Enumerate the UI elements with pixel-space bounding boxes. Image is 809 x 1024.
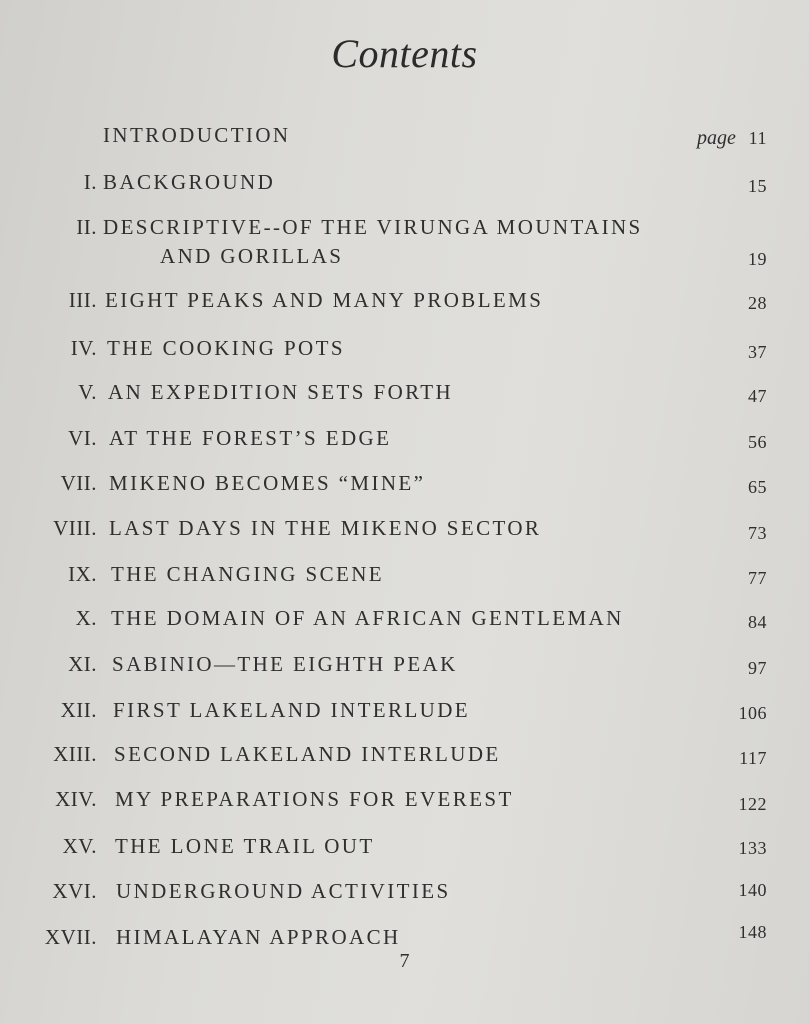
chapter-title: AT THE FOREST’S EDGE	[109, 426, 392, 450]
chapter-number: XVII.	[44, 925, 97, 949]
chapter-title: SECOND LAKELAND INTERLUDE	[114, 742, 501, 766]
toc-entry	[0, 516, 809, 556]
chapter-title: INTRODUCTION	[103, 123, 291, 147]
toc-entry-introduction	[0, 123, 809, 163]
page-number: 56	[748, 432, 767, 452]
page-folio-number: 7	[399, 950, 410, 972]
chapter-number: XI.	[68, 652, 97, 676]
page-number: 11	[748, 128, 767, 148]
chapter-title: BACKGROUND	[103, 170, 276, 194]
chapter-number: XIII.	[53, 742, 97, 766]
chapter-number: XII.	[60, 698, 97, 722]
chapter-number: XIV.	[55, 787, 97, 811]
chapter-title: THE LONE TRAIL OUT	[115, 834, 375, 858]
chapter-number: IX.	[68, 562, 97, 586]
toc-entry	[0, 336, 809, 376]
toc-entry	[0, 742, 809, 782]
chapter-number: I.	[83, 170, 97, 194]
page-number: 133	[738, 838, 767, 858]
chapter-title: MY PREPARATIONS FOR EVEREST	[115, 787, 514, 811]
chapter-title: LAST DAYS IN THE MIKENO SECTOR	[109, 516, 542, 540]
chapter-number: VIII.	[53, 516, 97, 540]
toc-entry	[0, 879, 809, 919]
toc-entry	[0, 652, 809, 692]
chapter-title: AN EXPEDITION SETS FORTH	[108, 380, 454, 404]
chapter-number: IV.	[70, 336, 97, 360]
toc-entry	[0, 471, 809, 511]
chapter-title: HIMALAYAN APPROACH	[116, 925, 401, 949]
page-number: 117	[739, 748, 767, 768]
page-number: 140	[738, 880, 767, 900]
page-number: 15	[748, 176, 767, 196]
chapter-title: MIKENO BECOMES “MINE”	[109, 471, 426, 495]
chapter-number: XV.	[62, 834, 97, 858]
toc-entry	[0, 170, 809, 210]
chapter-title: DESCRIPTIVE--OF THE VIRUNGA MOUNTAINS	[103, 215, 643, 239]
page-number: 47	[748, 386, 767, 406]
toc-entry	[0, 380, 809, 420]
chapter-number: X.	[75, 606, 97, 630]
page-number: 84	[748, 612, 767, 632]
chapter-title: FIRST LAKELAND INTERLUDE	[113, 698, 471, 722]
page-number: 106	[738, 703, 767, 723]
page-number: 65	[748, 477, 767, 497]
page-title: Contents	[331, 31, 478, 76]
page-number: 122	[738, 794, 767, 814]
page-number: 19	[748, 249, 767, 269]
chapter-number: II.	[76, 215, 97, 239]
chapter-title: SABINIO—THE EIGHTH PEAK	[112, 652, 458, 676]
chapter-title: UNDERGROUND ACTIVITIES	[116, 879, 451, 903]
toc-entry	[0, 215, 809, 275]
toc-entry	[0, 834, 809, 874]
toc-entry	[0, 288, 809, 328]
toc-entry	[0, 698, 809, 738]
page-number: 97	[748, 658, 767, 678]
chapter-title: THE DOMAIN OF AN AFRICAN GENTLEMAN	[111, 606, 624, 630]
chapter-title: EIGHT PEAKS AND MANY PROBLEMS	[105, 288, 544, 312]
page-number: 28	[748, 293, 767, 313]
page-number: 77	[748, 568, 767, 588]
chapter-title-continued: AND GORILLAS	[160, 244, 344, 268]
chapter-number: XVI.	[52, 879, 97, 903]
chapter-title: THE CHANGING SCENE	[111, 562, 385, 586]
page-number: 148	[738, 922, 767, 942]
chapter-number: V.	[78, 380, 97, 404]
chapter-number: VI.	[68, 426, 97, 450]
page-number: 37	[748, 342, 767, 362]
toc-entry	[0, 787, 809, 827]
chapter-title: THE COOKING POTS	[107, 336, 345, 360]
toc-entry	[0, 562, 809, 602]
chapter-number: III.	[68, 288, 97, 312]
page-column-label: page	[697, 127, 736, 149]
chapter-number: VII.	[60, 471, 97, 495]
toc-entry	[0, 606, 809, 646]
page-number: 73	[748, 523, 767, 543]
toc-entry	[0, 426, 809, 466]
